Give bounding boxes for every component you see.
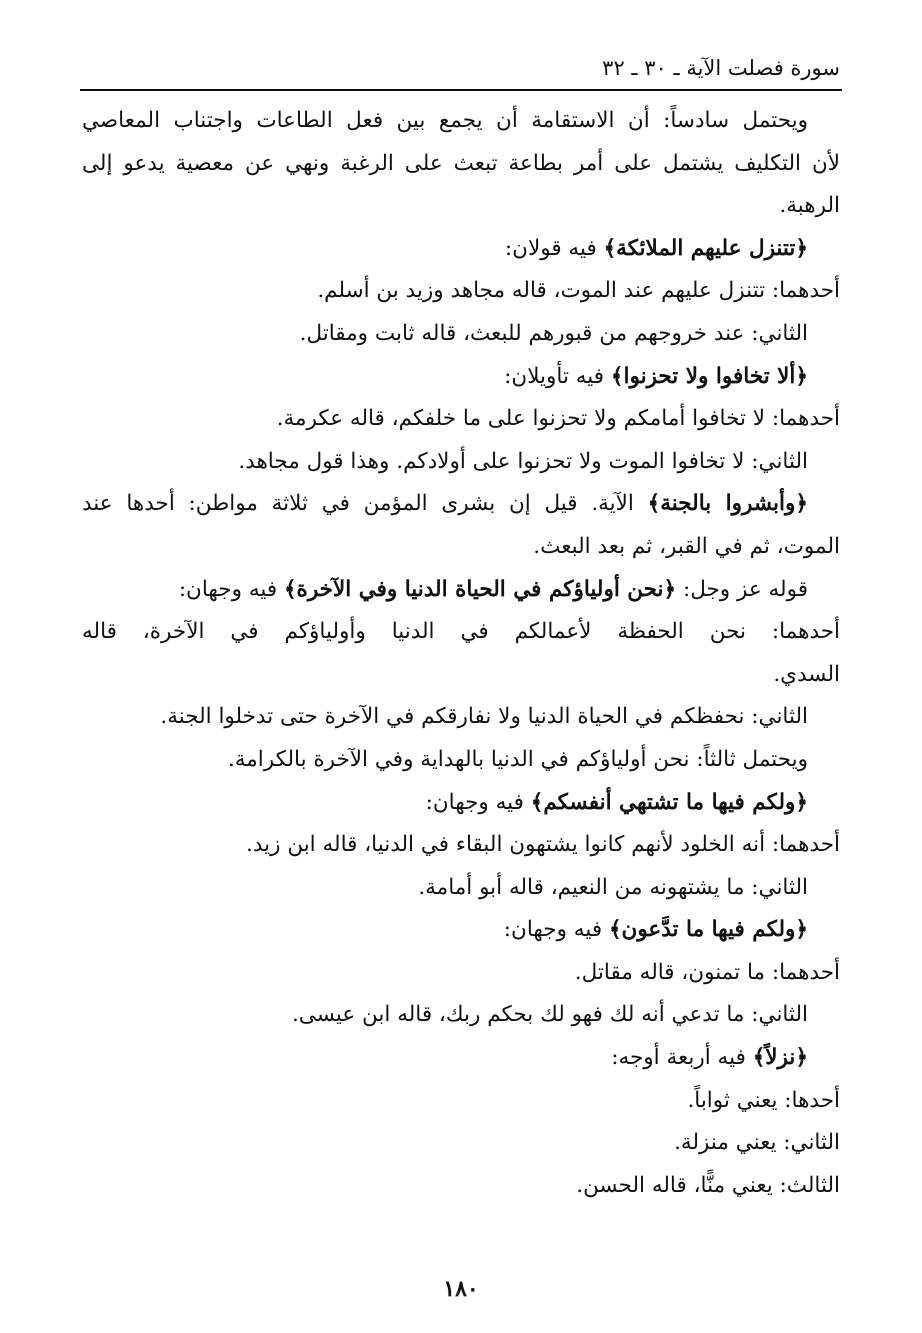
header-rule — [80, 89, 842, 91]
quran-quote: ﴿ولكم فيها ما تدَّعون﴾ — [608, 917, 808, 943]
quran-quote: ﴿ألا تخافوا ولا تحزنوا﴾ — [610, 363, 808, 389]
verse-heading: ﴿تتنزل عليهم الملائكة﴾ فيه قولان: — [504, 235, 808, 261]
quran-quote: ﴿نحن أولياؤكم في الحياة الدنيا وفي الآخرة﴾ — [283, 576, 677, 602]
text-line: ويحتمل ثالثاً: نحن أولياؤكم في الدنيا بالهداية وفي الآخرة بالكرامة. — [227, 746, 808, 772]
page-number: ١٨٠ — [443, 1276, 479, 1302]
page-body — [82, 100, 840, 1207]
text-line: الثاني: عند خروجهم من قبورهم للبعث، قاله ثابت ومقاتل. — [299, 320, 808, 346]
verse-heading: ﴿وأبشروا بالجنة﴾ الآية. قيل إن بشرى المؤمن في ثلاثة مواطن: أحدها عند — [82, 491, 808, 517]
text-line: أحدهما: ما تمنون، قاله مقاتل. — [574, 959, 840, 985]
quran-quote: ﴿نزلاً﴾ — [752, 1045, 808, 1071]
text-line: ويحتمل سادساً: أن الاستقامة أن يجمع بين فعل الطاعات واجتناب المعاصي — [82, 108, 808, 133]
verse-heading: ﴿ألا تخافوا ولا تحزنوا﴾ فيه تأويلان: — [504, 363, 808, 389]
text-line: الثاني: ما يشتهونه من النعيم، قاله أبو أمامة. — [418, 874, 808, 900]
quran-quote: ﴿وأبشروا بالجنة﴾ — [647, 491, 808, 517]
text-line: الثاني: يعني منزلة. — [674, 1130, 840, 1156]
text-line: الثاني: ما تدعي أنه لك فهو لك بحكم ربك، قاله ابن عيسى. — [291, 1002, 808, 1028]
text-line: أحدهما: تتنزل عليهم عند الموت، قاله مجاهد وزيد بن أسلم. — [317, 278, 840, 304]
text-line: الموت، ثم في القبر، ثم بعد البعث. — [533, 533, 840, 559]
quran-quote: ﴿ولكم فيها ما تشتهي أنفسكم﴾ — [530, 789, 808, 815]
text-line: الرهبة. — [779, 193, 840, 219]
verse-heading: قوله عز وجل: ﴿نحن أولياؤكم في الحياة الدنيا وفي الآخرة﴾ فيه وجهان: — [178, 576, 808, 602]
verse-heading: ﴿ولكم فيها ما تدَّعون﴾ فيه وجهان: — [503, 917, 808, 943]
text-line: أحدهما: أنه الخلود لأنهم كانوا يشتهون البقاء في الدنيا، قاله ابن زيد. — [246, 832, 840, 858]
running-header: سورة فصلت الآية ـ ٣٠ ـ ٣٢ — [602, 56, 840, 80]
text-line: الثاني: نحفظكم في الحياة الدنيا ولا نفارقكم في الآخرة حتى تدخلوا الجنة. — [160, 704, 808, 730]
quran-quote: ﴿تتنزل عليهم الملائكة﴾ — [603, 235, 808, 261]
text-line: أحدهما: نحن الحفظة لأعمالكم في الدنيا وأولياؤكم في الآخرة، قاله — [82, 619, 840, 645]
text-line: أحدهما: لا تخافوا أمامكم ولا تحزنوا على ما خلفكم، قاله عكرمة. — [276, 406, 840, 432]
verse-heading: ﴿ولكم فيها ما تشتهي أنفسكم﴾ فيه وجهان: — [425, 789, 808, 815]
text-line: لأن التكليف يشتمل على أمر بطاعة تبعث على الرغبة ونهي عن معصية يدعو إلى — [82, 150, 840, 176]
text-line: الثاني: لا تخافوا الموت ولا تحزنوا على أولادكم. وهذا قول مجاهد. — [238, 448, 808, 474]
verse-heading: ﴿نزلاً﴾ فيه أربعة أوجه: — [611, 1045, 808, 1071]
text-line: الثالث: يعني منًّا، قاله الحسن. — [576, 1172, 840, 1198]
text-line: أحدها: يعني ثواباً. — [687, 1087, 840, 1113]
text-line: السدي. — [773, 661, 840, 687]
